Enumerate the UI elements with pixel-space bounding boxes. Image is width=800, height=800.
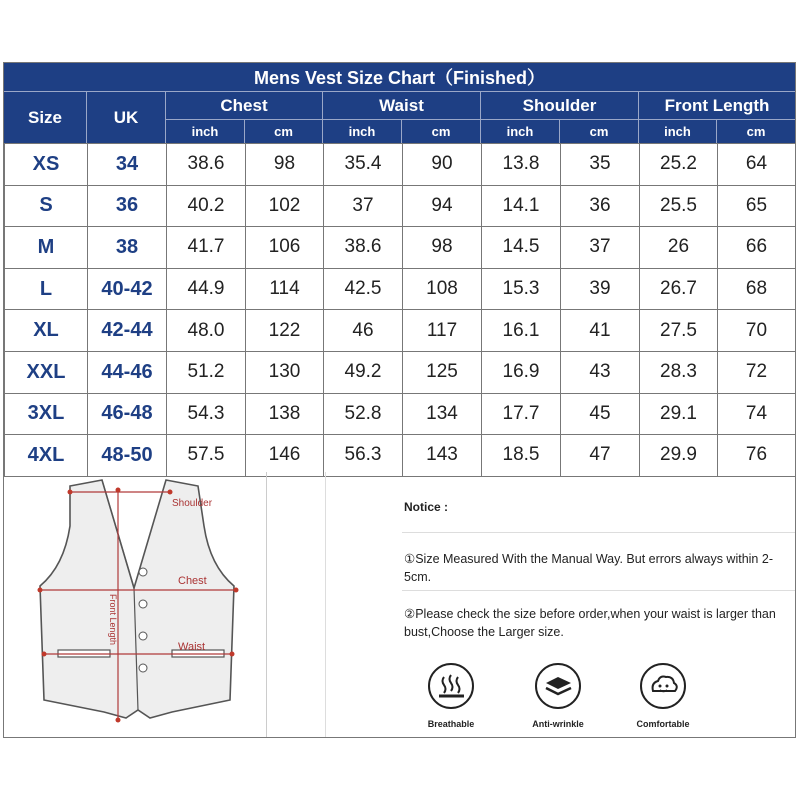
chest-inch-cell: 41.7 <box>167 227 246 269</box>
shoulder-inch-cell: 13.8 <box>482 144 561 186</box>
front-length-inch-header: inch <box>639 119 717 143</box>
waist-inch-cell: 56.3 <box>324 435 403 477</box>
waist-inch-cell: 38.6 <box>324 227 403 269</box>
shoulder-inch-cell: 15.3 <box>482 268 561 310</box>
shoulder-inch-cell: 14.5 <box>482 227 561 269</box>
blank-columns <box>266 472 403 737</box>
chest-inch-cell: 40.2 <box>167 185 246 227</box>
size-cell: XL <box>5 310 88 352</box>
uk-cell: 46-48 <box>88 393 167 435</box>
chest-cm-cell: 138 <box>246 393 324 435</box>
chest-cm-cell: 106 <box>246 227 324 269</box>
size-chart <box>3 62 796 738</box>
size-cell: 4XL <box>5 435 88 477</box>
front-length-cm-cell: 65 <box>718 185 796 227</box>
feature-breathable <box>416 663 486 729</box>
front-length-inch-cell: 26 <box>640 227 718 269</box>
uk-cell: 40-42 <box>88 268 167 310</box>
table-row <box>5 393 796 435</box>
uk-cell: 48-50 <box>88 435 167 477</box>
front-length-inch-cell: 28.3 <box>640 351 718 393</box>
size-cell: M <box>5 227 88 269</box>
waist-inch-cell: 42.5 <box>324 268 403 310</box>
table-row <box>5 351 796 393</box>
uk-cell: 42-44 <box>88 310 167 352</box>
front-length-cm-cell: 70 <box>718 310 796 352</box>
uk-cell: 44-46 <box>88 351 167 393</box>
feature-anti-wrinkle <box>523 663 593 729</box>
waist-inch-cell: 35.4 <box>324 144 403 186</box>
feature-label: Anti-wrinkle <box>532 719 584 729</box>
waist-cm-cell: 143 <box>403 435 482 477</box>
waist-inch-cell: 46 <box>324 310 403 352</box>
uk-cell: 38 <box>88 227 167 269</box>
waist-cm-cell: 94 <box>403 185 482 227</box>
waist-cm-cell: 90 <box>403 144 482 186</box>
vest-diagram <box>22 478 252 728</box>
front-length-inch-cell: 29.1 <box>640 393 718 435</box>
shoulder-cm-cell: 35 <box>561 144 640 186</box>
waist-cm-cell: 108 <box>403 268 482 310</box>
waist-cm-cell: 125 <box>403 351 482 393</box>
table-row <box>5 310 796 352</box>
chest-inch-cell: 54.3 <box>167 393 246 435</box>
chest-cm-header: cm <box>245 119 323 143</box>
notice-heading: Notice : <box>404 500 449 514</box>
front-length-cm-cell: 68 <box>718 268 796 310</box>
shoulder-inch-cell: 14.1 <box>482 185 561 227</box>
notice-note-2: ②Please check the size before order,when your waist is larger than bust,Choose the Larger size. <box>404 607 776 639</box>
size-cell: XXL <box>5 351 88 393</box>
shoulder-header: Shoulder <box>481 92 639 119</box>
feature-label: Breathable <box>427 719 475 729</box>
shoulder-inch-cell: 16.1 <box>482 310 561 352</box>
notice-note-1: ①Size Measured With the Manual Way. But errors always within 2-5cm. <box>404 552 773 584</box>
divider <box>402 532 795 533</box>
shoulder-cm-cell: 37 <box>561 227 640 269</box>
divider <box>402 590 795 591</box>
size-header: Size <box>4 92 87 143</box>
table-row <box>5 227 796 269</box>
comfortable-icon <box>640 663 686 709</box>
shoulder-cm-cell: 45 <box>561 393 640 435</box>
chest-cm-cell: 130 <box>246 351 324 393</box>
table-row <box>5 268 796 310</box>
front-length-inch-cell: 25.5 <box>640 185 718 227</box>
size-table <box>4 143 796 477</box>
front-length-cm-header: cm <box>717 119 795 143</box>
chest-inch-cell: 48.0 <box>167 310 246 352</box>
size-cell: 3XL <box>5 393 88 435</box>
shoulder-cm-cell: 39 <box>561 268 640 310</box>
shoulder-cm-header: cm <box>560 119 639 143</box>
front-length-cm-cell: 76 <box>718 435 796 477</box>
chest-cm-cell: 102 <box>246 185 324 227</box>
waist-cm-cell: 117 <box>403 310 482 352</box>
anti-wrinkle-icon <box>535 663 581 709</box>
shoulder-inch-cell: 17.7 <box>482 393 561 435</box>
shoulder-inch-cell: 16.9 <box>482 351 561 393</box>
uk-cell: 36 <box>88 185 167 227</box>
breathable-icon <box>428 663 474 709</box>
front-length-cm-cell: 64 <box>718 144 796 186</box>
chest-cm-cell: 114 <box>246 268 324 310</box>
waist-cm-cell: 134 <box>403 393 482 435</box>
chest-inch-header: inch <box>166 119 245 143</box>
size-cell: S <box>5 185 88 227</box>
chest-inch-cell: 44.9 <box>167 268 246 310</box>
feature-comfortable <box>628 663 698 729</box>
feature-icons <box>402 657 795 737</box>
waist-label: Waist <box>178 641 206 653</box>
chest-inch-cell: 38.6 <box>167 144 246 186</box>
chart-title: Mens Vest Size Chart（Finished） <box>4 63 795 92</box>
table-row <box>5 185 796 227</box>
chest-cm-cell: 122 <box>246 310 324 352</box>
uk-header: UK <box>87 92 166 143</box>
front-length-label: Front Length <box>108 594 118 646</box>
feature-label: Comfortable <box>636 719 690 729</box>
shoulder-cm-cell: 36 <box>561 185 640 227</box>
waist-inch-cell: 49.2 <box>324 351 403 393</box>
waist-cm-header: cm <box>402 119 481 143</box>
chest-label: Chest <box>178 575 207 587</box>
shoulder-cm-cell: 41 <box>561 310 640 352</box>
chest-inch-cell: 51.2 <box>167 351 246 393</box>
uk-cell: 34 <box>88 144 167 186</box>
front-length-inch-cell: 29.9 <box>640 435 718 477</box>
front-length-inch-cell: 26.7 <box>640 268 718 310</box>
table-row <box>5 435 796 477</box>
chest-cm-cell: 146 <box>246 435 324 477</box>
waist-inch-header: inch <box>323 119 402 143</box>
front-length-inch-cell: 27.5 <box>640 310 718 352</box>
size-cell: XS <box>5 144 88 186</box>
waist-inch-cell: 37 <box>324 185 403 227</box>
info-section <box>4 472 795 737</box>
shoulder-label: Shoulder <box>172 498 213 509</box>
shoulder-cm-cell: 47 <box>561 435 640 477</box>
front-length-inch-cell: 25.2 <box>640 144 718 186</box>
shoulder-inch-header: inch <box>481 119 560 143</box>
waist-inch-cell: 52.8 <box>324 393 403 435</box>
front-length-cm-cell: 74 <box>718 393 796 435</box>
notice-panel <box>402 472 795 652</box>
front-length-cm-cell: 66 <box>718 227 796 269</box>
shoulder-inch-cell: 18.5 <box>482 435 561 477</box>
shoulder-cm-cell: 43 <box>561 351 640 393</box>
front-length-header: Front Length <box>639 92 795 119</box>
chest-inch-cell: 57.5 <box>167 435 246 477</box>
chest-cm-cell: 98 <box>246 144 324 186</box>
chest-header: Chest <box>166 92 323 119</box>
table-row <box>5 144 796 186</box>
waist-header: Waist <box>323 92 481 119</box>
size-cell: L <box>5 268 88 310</box>
waist-cm-cell: 98 <box>403 227 482 269</box>
front-length-cm-cell: 72 <box>718 351 796 393</box>
